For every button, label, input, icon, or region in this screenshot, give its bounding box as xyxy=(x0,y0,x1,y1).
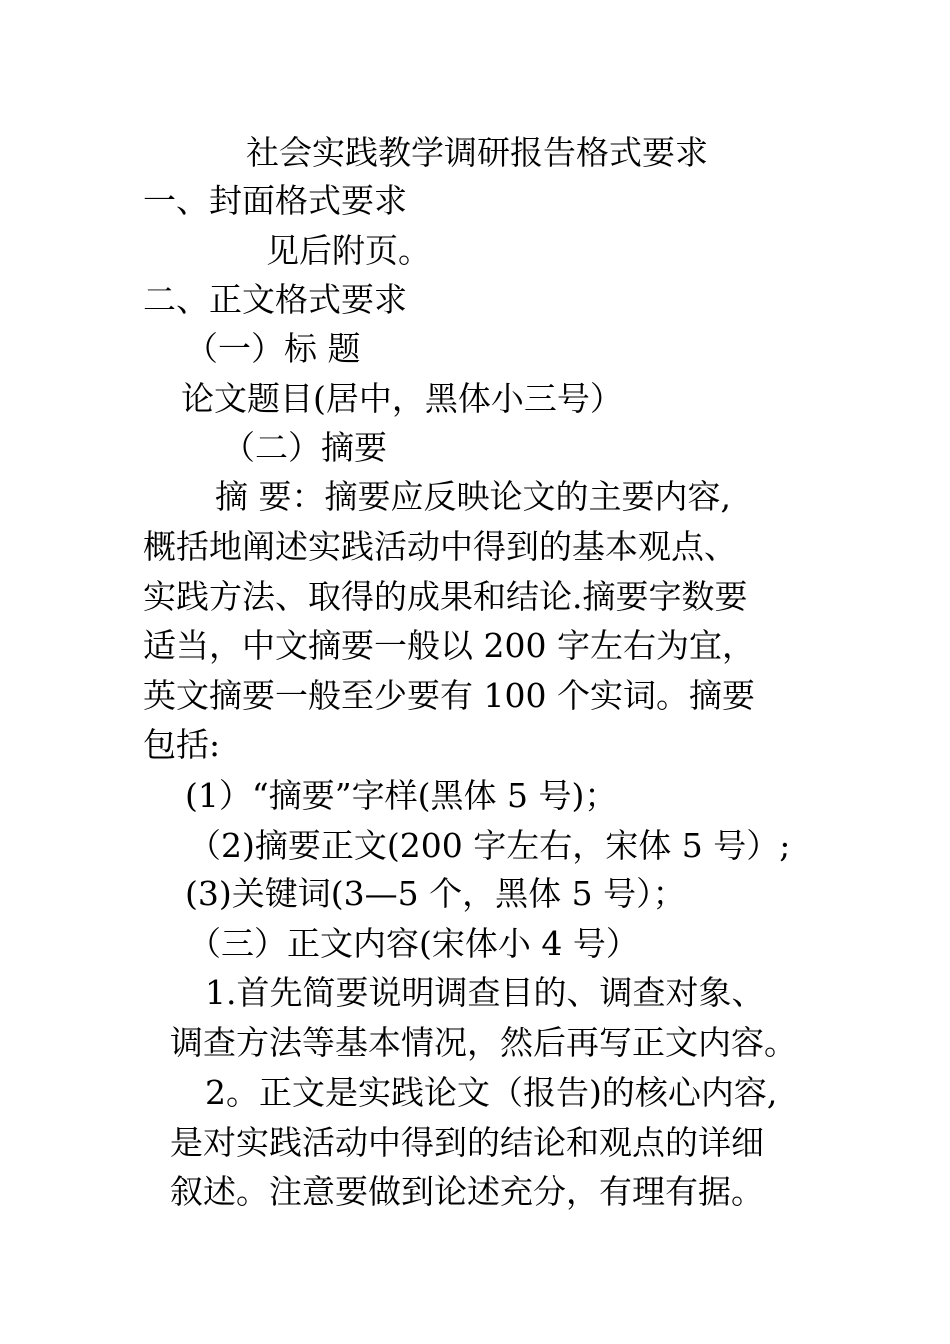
body-content-line: 2。正文是实践论文（报告)的核心内容, xyxy=(205,1073,778,1112)
abstract-list-item: （2)摘要正文(200 字左右，宋体 5 号）; xyxy=(188,826,791,865)
abstract-list-item: (3)关键词(3—5 个，黑体 5 号）； xyxy=(185,874,686,913)
abstract-paragraph-line: 实践方法、取得的成果和结论.摘要字数要 xyxy=(143,577,748,616)
abstract-list-item: (1）“摘要”字样(黑体 5 号)； xyxy=(185,776,618,815)
body-content-line: 1.首先简要说明调查目的、调查对象、 xyxy=(205,973,765,1012)
document-title: 社会实践教学调研报告格式要求 xyxy=(246,133,708,172)
abstract-paragraph-line: 英文摘要一般至少要有 100 个实词。摘要 xyxy=(143,676,755,715)
title-format-text: 论文题目(居中，黑体小三号） xyxy=(181,379,623,418)
abstract-paragraph-line: 概括地阐述实践活动中得到的基本观点、 xyxy=(143,527,737,566)
subheading-abstract: （二）摘要 xyxy=(222,428,387,467)
abstract-paragraph-line: 适当，中文摘要一般以 200 字左右为宜， xyxy=(143,626,755,665)
cover-format-note: 见后附页。 xyxy=(266,231,431,270)
abstract-paragraph-line: 包括: xyxy=(143,725,221,764)
subheading-title: （一）标 题 xyxy=(185,329,361,368)
section-heading-cover-format: 一、封面格式要求 xyxy=(143,181,407,220)
body-content-line: 叙述。注意要做到论述充分，有理有据。 xyxy=(170,1172,764,1211)
body-content-line: 是对实践活动中得到的结论和观点的详细 xyxy=(170,1123,764,1162)
abstract-paragraph-line: 摘 要：摘要应反映论文的主要内容, xyxy=(215,477,731,516)
subheading-body-content: （三）正文内容(宋体小 4 号） xyxy=(188,924,639,963)
body-content-line: 调查方法等基本情况，然后再写正文内容。 xyxy=(170,1023,797,1062)
section-heading-body-format: 二、正文格式要求 xyxy=(143,280,407,319)
